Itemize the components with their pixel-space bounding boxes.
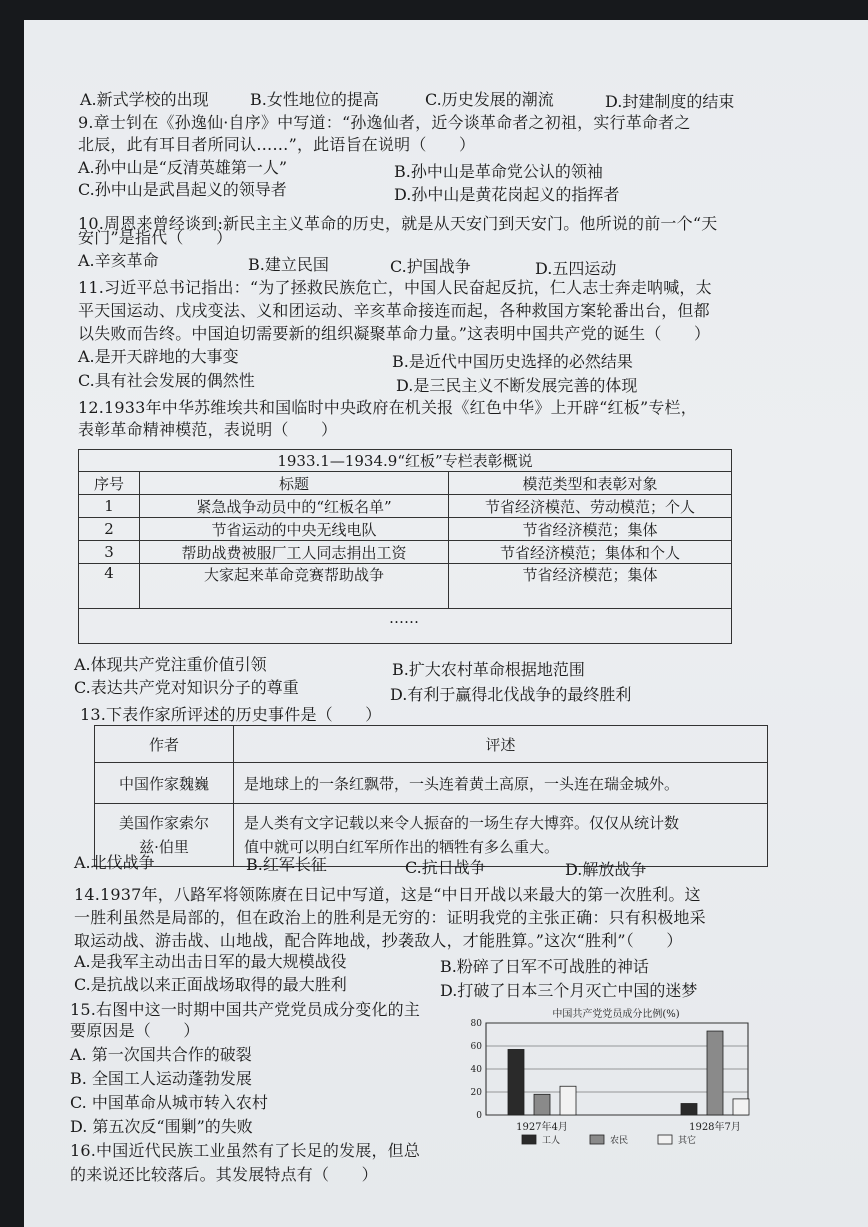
q14-option-b: B.粉碎了日军不可战胜的神话 bbox=[440, 957, 649, 976]
q11-option-a: A.是开天辟地的大事变 bbox=[78, 347, 239, 366]
legend-swatch-农民 bbox=[590, 1135, 604, 1144]
table-cell: 中国作家魏巍 bbox=[95, 763, 234, 804]
comment-line: 是人类有文字记载以来令人振奋的一场生存大博弈。仅仅从统计数 bbox=[244, 814, 680, 832]
table-row bbox=[79, 495, 732, 518]
q11-option-c: C.具有社会发展的偶然性 bbox=[78, 371, 255, 390]
legend-label: 其它 bbox=[678, 1136, 697, 1146]
q13-option-a: A.北伐战争 bbox=[74, 853, 155, 872]
bar-其它 bbox=[560, 1086, 576, 1115]
q16-stem-line1: 16.中国近代民族工业虽然有了长足的发展，但总 bbox=[70, 1141, 421, 1160]
table-row bbox=[79, 541, 732, 564]
table-cell: 节省经济模范；集体 bbox=[449, 518, 732, 541]
table-row bbox=[79, 518, 732, 541]
q15-stem-line2: 要原因是（ ） bbox=[70, 1021, 200, 1040]
honor-board-table-title: 1933.1—1934.9“红板”专栏表彰概说 bbox=[79, 450, 732, 472]
q12-option-a: A.体现共产党注重价值引领 bbox=[74, 655, 267, 674]
q13-option-b: B.红军长征 bbox=[246, 855, 327, 874]
party-member-composition-chart bbox=[456, 1005, 756, 1155]
q10-option-b: B.建立民国 bbox=[248, 255, 329, 274]
q9-option-a: A.孙中山是“反清英雄第一人” bbox=[78, 158, 288, 177]
table-header: 作者 bbox=[95, 726, 234, 763]
q15-stem-line1: 15.右图中这一时期中国共产党党员成分变化的主 bbox=[70, 1000, 421, 1019]
q9-stem-line1: 9.章士钊在《孙逸仙·自序》中写道：“孙逸仙者，近今谈革命者之初祖，实行革命者之 bbox=[78, 113, 691, 132]
q13-option-d: D.解放战争 bbox=[565, 860, 647, 879]
q14-option-d: D.打破了日本三个月灭亡中国的迷梦 bbox=[440, 981, 698, 1000]
q10-option-c: C.护国战争 bbox=[390, 257, 471, 276]
q14-stem-line1: 14.1937年，八路军将领陈赓在日记中写道，这是“中日开战以来最大的第一次胜利。这 bbox=[74, 885, 701, 904]
bar-农民 bbox=[707, 1031, 723, 1115]
q11-option-d: D.是三民主义不断发展完善的体现 bbox=[396, 376, 638, 395]
table-cell: 节省运动的中央无线电队 bbox=[140, 518, 449, 541]
legend-label: 工人 bbox=[542, 1136, 561, 1146]
honor-board-table bbox=[78, 449, 732, 644]
q12-stem-line2: 表彰革命精神模范，表说明（ ） bbox=[78, 420, 338, 439]
q12-option-c: C.表达共产党对知识分子的尊重 bbox=[74, 678, 299, 697]
q14-option-c: C.是抗战以来正面战场取得的最大胜利 bbox=[74, 975, 347, 994]
q11-stem-line3: 以失败而告终。中国迫切需要新的组织凝聚革命力量。”这表明中国共产党的诞生（ ） bbox=[78, 324, 711, 343]
bar-其它 bbox=[733, 1099, 749, 1115]
q11-option-b: B.是近代中国历史选择的必然结果 bbox=[392, 352, 633, 371]
chart-title: 中国共产党党员成分比例(%) bbox=[552, 1009, 680, 1020]
y-tick-label: 80 bbox=[470, 1019, 482, 1029]
table-cell: 大家起来革命竞赛帮助战争 bbox=[140, 564, 449, 609]
q8-option-c: C.历史发展的潮流 bbox=[425, 90, 554, 109]
table-cell: 是地球上的一条红飘带，一头连着黄土高原，一头连在瑞金城外。 bbox=[234, 763, 768, 804]
q14-stem-line2: 一胜利虽然是局部的，但在政治上的胜利是无穷的：证明我党的主张正确：只有积极地采 bbox=[74, 908, 706, 927]
y-tick-label: 0 bbox=[476, 1111, 482, 1121]
q12-option-b: B.扩大农村革命根据地范围 bbox=[392, 660, 585, 679]
q14-stem-line3: 取运动战、游击战、山地战，配合阵地战，抄袭敌人，才能胜算。”这次“胜利”（ ） bbox=[74, 931, 683, 950]
q12-stem-line1: 12.1933年中华苏维埃共和国临时中央政府在机关报《红色中华》上开辟“红板”专栏， bbox=[78, 398, 697, 417]
q11-stem-line1: 11.习近平总书记指出：“为了拯救民族危亡，中国人民奋起反抗，仁人志士奔走呐喊，太 bbox=[78, 278, 712, 297]
table-header: 序号 bbox=[79, 472, 140, 495]
q10-stem-line1: 10.周恩来曾经谈到:新民主主义革命的历史，就是从天安门到天安门。他所说的前一个“天 bbox=[78, 214, 718, 233]
legend-swatch-工人 bbox=[522, 1135, 536, 1144]
y-tick-label: 60 bbox=[470, 1042, 482, 1052]
table-row bbox=[79, 564, 732, 609]
x-tick-label: 1928年7月 bbox=[689, 1122, 741, 1133]
q9-stem-line2: 北辰，此有耳目者所同认……”，此语旨在说明（ ） bbox=[78, 135, 476, 154]
table-row bbox=[95, 763, 768, 804]
q13-stem: 13.下表作家所评述的历史事件是（ ） bbox=[80, 705, 382, 724]
bar-工人 bbox=[508, 1049, 524, 1115]
q10-option-a: A.辛亥革命 bbox=[78, 251, 159, 270]
table-cell: 帮助战费被服厂工人同志捐出工资 bbox=[140, 541, 449, 564]
table-cell: 紧急战争动员中的“红板名单” bbox=[140, 495, 449, 518]
table-header: 标题 bbox=[140, 472, 449, 495]
q16-stem-line2: 的来说还比较落后。其发展特点有（ ） bbox=[70, 1165, 378, 1184]
table-cell: 4 bbox=[79, 564, 140, 609]
author-line: 兹·伯里 bbox=[139, 838, 189, 856]
table-cell: 3 bbox=[79, 541, 140, 564]
table-header: 评述 bbox=[234, 726, 768, 763]
table-cell: 节省经济模范；集体 bbox=[449, 564, 732, 609]
q8-option-b: B.女性地位的提高 bbox=[250, 90, 379, 109]
q15-option-c: C. 中国革命从城市转入农村 bbox=[70, 1093, 268, 1112]
table-cell: 1 bbox=[79, 495, 140, 518]
q13-option-c: C.抗日战争 bbox=[405, 858, 486, 877]
q10-stem-line2: 安门”是指代（ ） bbox=[78, 228, 233, 247]
q10-option-d: D.五四运动 bbox=[535, 259, 617, 278]
table-ellipsis: …… bbox=[79, 609, 732, 644]
x-tick-label: 1927年4月 bbox=[516, 1122, 568, 1133]
q14-option-a: A.是我军主动出击日军的最大规模战役 bbox=[74, 952, 347, 971]
q15-option-d: D. 第五次反“围剿”的失败 bbox=[70, 1117, 253, 1136]
q8-option-d: D.封建制度的结束 bbox=[605, 92, 735, 111]
writers-table bbox=[94, 725, 768, 867]
q9-option-b: B.孙中山是革命党公认的领袖 bbox=[394, 162, 603, 181]
y-tick-label: 40 bbox=[470, 1065, 482, 1075]
q9-option-c: C.孙中山是武昌起义的领导者 bbox=[78, 180, 287, 199]
table-header: 模范类型和表彰对象 bbox=[449, 472, 732, 495]
q8-option-a: A.新式学校的出现 bbox=[80, 90, 209, 109]
table-cell: 节省经济模范；集体和个人 bbox=[449, 541, 732, 564]
bar-农民 bbox=[534, 1094, 550, 1115]
q15-option-a: A. 第一次国共合作的破裂 bbox=[70, 1045, 252, 1064]
author-line: 美国作家索尔 bbox=[118, 814, 209, 832]
legend-swatch-其它 bbox=[658, 1135, 672, 1144]
legend-label: 农民 bbox=[610, 1136, 629, 1146]
table-cell: 2 bbox=[79, 518, 140, 541]
q15-option-b: B. 全国工人运动蓬勃发展 bbox=[70, 1069, 252, 1088]
q11-stem-line2: 平天国运动、戊戌变法、义和团运动、辛亥革命接连而起，各种救国方案轮番出台，但都 bbox=[78, 301, 710, 320]
comment-line: 值中就可以明白红军所作出的牺牲有多么重大。 bbox=[244, 838, 560, 856]
y-tick-label: 20 bbox=[470, 1088, 482, 1098]
q9-option-d: D.孙中山是黄花岗起义的指挥者 bbox=[394, 185, 620, 204]
bar-工人 bbox=[681, 1104, 697, 1116]
q12-option-d: D.有利于赢得北伐战争的最终胜利 bbox=[390, 685, 632, 704]
table-cell: 节省经济模范、劳动模范；个人 bbox=[449, 495, 732, 518]
